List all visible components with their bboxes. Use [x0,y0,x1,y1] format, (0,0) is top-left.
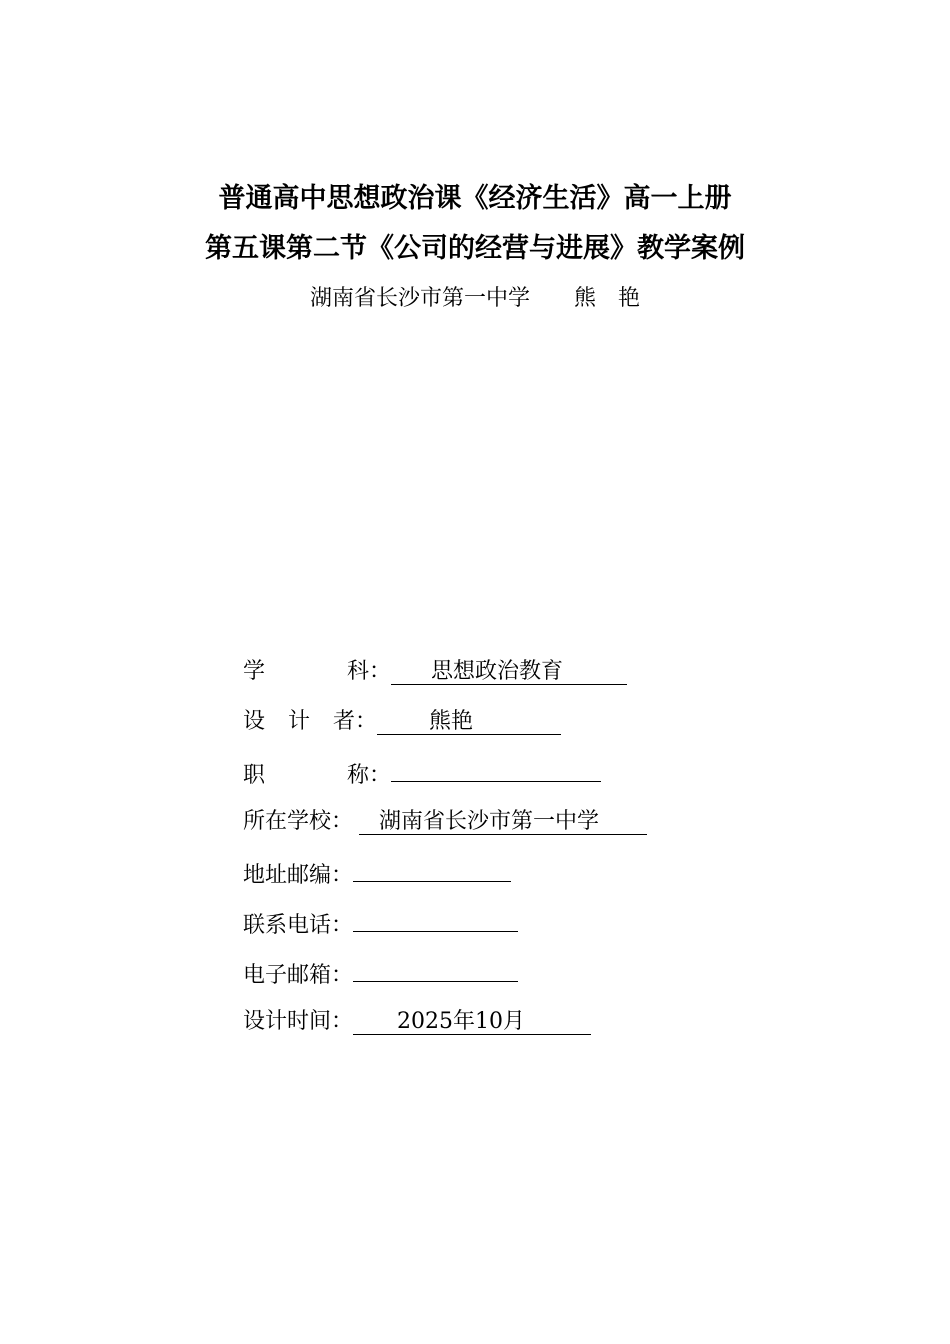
field-designer-label-char-2: 计 [287,709,310,734]
field-school-value: 湖南省长沙市第一中学 [359,809,647,835]
field-phone-value [353,906,518,932]
field-address-label: 地址邮编： [243,863,354,888]
field-design-time-label: 设计时间： [243,1009,354,1034]
field-email [243,956,518,988]
field-design-time [243,1006,591,1038]
field-subject-colon: ： [369,659,392,684]
field-title-rank-label [243,760,369,792]
field-designer-label-char-3: 者 [332,709,355,734]
field-title-rank-colon: ： [369,763,392,788]
field-school-label: 所在学校： [243,809,354,834]
subtitle-school: 湖南省长沙市第一中学 [309,286,530,311]
field-subject-label-char-2: 科 [346,659,369,684]
subtitle-author-char-1: 熊 [573,286,596,311]
field-designer-label [243,706,355,738]
field-designer-value: 熊艳 [377,709,561,735]
field-title-rank-label-char-2: 称 [346,763,369,788]
field-subject-label-char-1: 学 [243,659,266,684]
document-title-line-2: 第五课第二节《公司的经营与进展》教学案例 [205,233,745,264]
field-address [243,856,511,888]
field-title-rank-value [391,756,601,782]
field-subject [243,656,627,688]
field-address-value [353,856,511,882]
field-designer-label-char-1: 设 [243,709,266,734]
field-phone [243,906,518,938]
field-email-label: 电子邮箱： [243,963,354,988]
field-phone-label: 联系电话： [243,913,354,938]
field-school [243,806,647,838]
field-designer-colon: ： [355,709,378,734]
field-title-rank-label-char-1: 职 [243,763,266,788]
field-title-rank [243,756,601,788]
field-subject-value: 思想政治教育 [391,659,627,685]
document-subtitle [0,284,950,314]
field-subject-label [243,656,369,688]
document-title-line-1: 普通高中思想政治课《经济生活》高一上册 [218,183,732,214]
subtitle-author-char-2: 艳 [618,286,641,311]
field-email-value [353,956,518,982]
field-designer [243,706,561,738]
field-design-time-value: 2025年10月 [353,1009,591,1035]
